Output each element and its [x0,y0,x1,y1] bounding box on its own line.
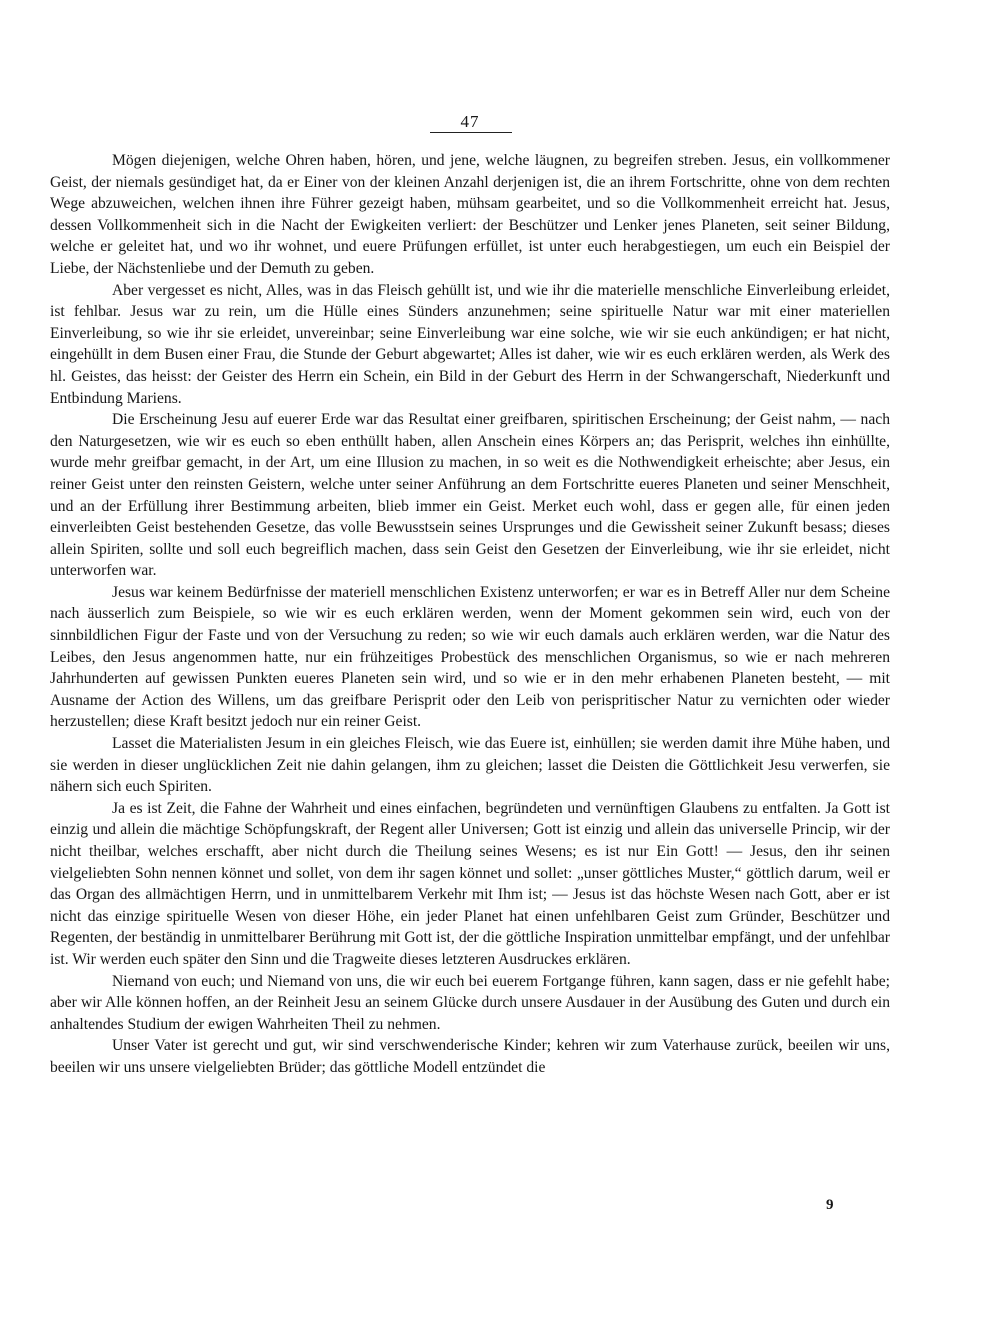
header-rule [430,132,512,133]
paragraph: Aber vergesset es nicht, Alles, was in das Fleisch gehüllt ist, und wie ihr die materielle menschliche Einverleibung erleidet, ist fehlbar. Jesus war zu rein, um die Hülle eines Sünders anzunehmen; seine spirituelle Natur war mit einer materiellen Einverleibung, so wie ihr sie erleidet, unvereinbar; seine Einverleibung war eine solche, wie wir sie euch ankündigen; er hat nicht, eingehüllt in dem Busen einer Frau, die Stunde der Geburt abgewartet; Alles ist daher, wie wir es euch erklären werden, als Werk des hl. Geistes, das heisst: der Geister des Herrn ein Schein, ein Bild in der Geburt des Herrn in der Schwangerschaft, Niederkunft und Entbindung Mariens. [50,281,890,407]
signature-mark: 9 [826,1197,834,1213]
paragraph: Ja es ist Zeit, die Fahne der Wahrheit und eines einfachen, begründeten und vernünftigen Glaubens zu entfalten. Ja Gott ist einzig und allein die mächtige Schöpfungskraft, der Regent aller Universen; Gott ist einzig und allein das universelle Princip, wir der nicht theilbar, welches erschafft, aber nicht durch die Theilung seines Wesens; es ist nur Ein Gott! — Jesus, den ihr seinen vielgeliebten Sohn nennen könnet und sollet, von dem ihr sagen könnet und sollet: „unser göttliches Muster,“ göttlich darum, weil er das Organ des allmächtigen Herrn, und in unmittelbarem Verkehr mit Ihm ist; — Jesus ist das höchste Wesen nach Gott, aber er ist nicht das einzige spirituelle Wesen von dieser Höhe, ein jeder Planet hat einen unfehlbaren Geist zum Gründer, Beschützer und Regenten, der beständig in unmittelbarer Berührung mit Gott ist, der die göttliche Inspiration unmittelbar empfängt, und der unfehlbar ist. Wir werden euch später den Sinn und die Tragweite dieses letzteren Ausdruckes erklären. [50,799,890,968]
paragraph: Mögen diejenigen, welche Ohren haben, hören, und jene, welche läugnen, zu begreifen streben. Jesus, ein vollkommener Geist, der niemals gesündiget hat, da er Einer von der kleinen Anzahl derjenigen ist, die an ihrem Fortschritte, ohne von dem rechten Wege abzuweichen, welchen ihnen ihre Führer gezeigt haben, mühsam gearbeitet, und so die Vollkommenheit erreicht hat. Jesus, dessen Vollkommenheit sich in die Nacht der Ewigkeiten verliert: der Beschützer und Lenker jenes Planeten, seit seiner Bildung, welche er geleitet hat, und wo ihr wohnet, und euere Prüfungen erfüllet, ist unter euch herabgestiegen, um euch ein Beispiel der Liebe, der Nächstenliebe und der Demuth zu geben. [50,152,890,277]
paragraph: Unser Vater ist gerecht und gut, wir sind verschwenderische Kinder; kehren wir zum Vaterhause zurück, beeilen wir uns, beeilen wir uns unsere vielgeliebten Brüder; das göttliche Modell entzündet die [50,1037,890,1076]
paragraph: Jesus war keinem Bedürfnisse der materiell menschlichen Existenz unterworfen; er war es in Betreff Aller nur dem Scheine nach äusserlich zum Beispiele, so wie wir es euch erklären werden, wenn der Moment gekommen sein wird, euch von der sinnbildlichen Figur der Faste und von der Versuchung zu reden; so wie wir euch damals auch erklären werden, war die Natur des Leibes, den Jesus angenommen hatte, nur ein frühzeitiges Probestück des menschlichen Organismus, so wie er nach mehreren Jahrhunderten auf gewissen Punkten eueres Planeten sein wird, und so wie er in den mehr erhabenen Planeten besteht, — mit Ausname der Action des Willens, um das greifbare Perisprit oder den Leib von perispritischer Natur zu vernichten oder wieder herzustellen; diese Kraft besitzt jedoch nur ein reiner Geist. [50,583,890,731]
paragraph: Die Erscheinung Jesu auf euerer Erde war das Resultat einer greifbaren, spiritischen Erscheinung; der Geist nahm, — nach den Naturgesetzen, wie wir es euch so eben enthüllt haben, allen Anschein eines Körpers an; das Perisprit, welches ihn einhüllte, wurde mehr greifbar gemacht, in der Art, um eine Illusion zu machen, in so weit es die Nothwendigkeit erheischte; aber Jesus, ein reiner Geist unter den reinsten Geistern, welche unter seiner Anführung an dem Fortschritte eueres Planeten und seiner Menschheit, und an der Erfüllung ihrer Bestimmung arbeiten, blieb immer ein Geist. Merket euch wohl, dass er gegen alle, für einen jeden einverleibten Geist bestehenden Gesetze, das volle Bewusstsein seines Ursprunges und die Gewissheit seiner Zukunft besass; dieses allein Spiriten, sollte und soll euch begreiflich machen, dass sein Geist den Gesetzen der Einverleibung, wie ihr sie erleidet, nicht unterworfen war. [50,411,890,580]
body-text [50,150,890,1079]
page-number: 47 [460,112,480,131]
paragraph: Lasset die Materialisten Jesum in ein gleiches Fleisch, wie das Euere ist, einhüllen; sie werden damit ihre Mühe haben, und sie werden in dieser unglücklichen Zeit nie dahin gelangen, ihm zu gleichen; lasset die Deisten die Göttlichkeit Jesu verwerfen, sie nähern sich euch Spiriten. [50,735,890,796]
paragraph: Niemand von euch; und Niemand von uns, die wir euch bei euerem Fortgange führen, kann sagen, dass er nie gefehlt habe; aber wir Alle können hoffen, an der Reinheit Jesu an seinem Glücke durch unsere Ausdauer in der Ausübung des Guten und durch ein anhaltendes Studium der ewigen Wahrheiten Theil zu nehmen. [50,972,890,1033]
